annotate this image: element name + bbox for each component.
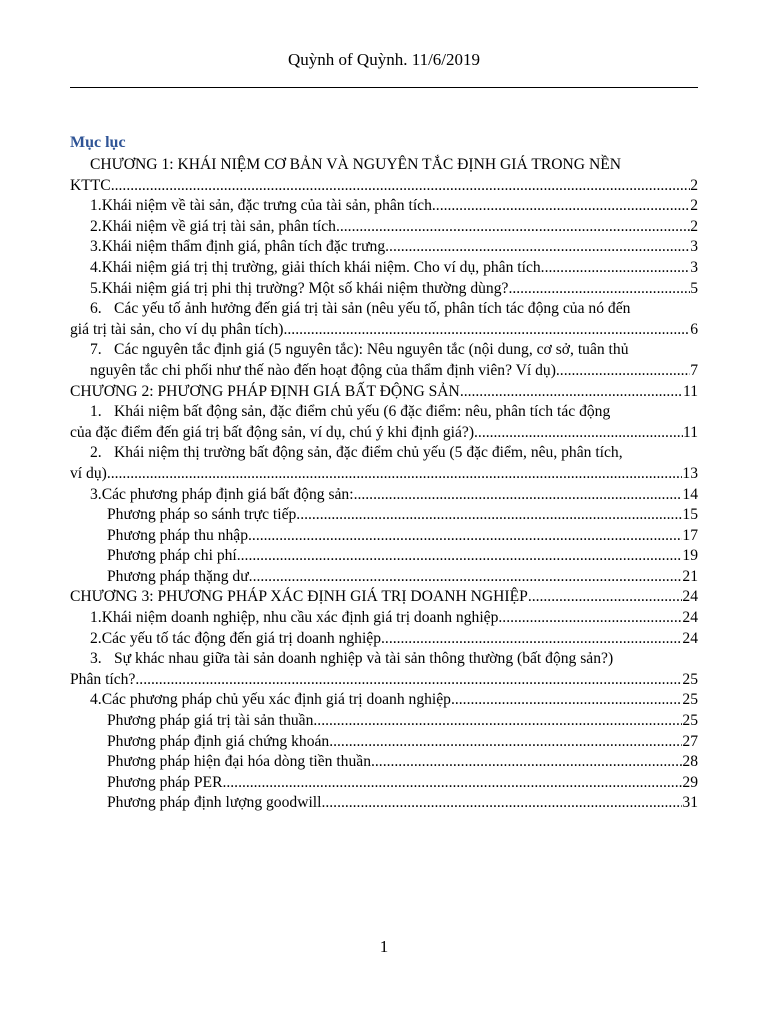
toc-entry-chapter-1[interactable] <box>70 155 698 196</box>
toc-entry[interactable] <box>70 629 698 650</box>
toc-entry-number: 2. <box>90 444 102 462</box>
toc-entry[interactable] <box>70 279 698 300</box>
toc-entry-number: 3. <box>90 485 102 503</box>
toc-entry-subsection[interactable] <box>70 711 698 732</box>
toc-page-number: 7 <box>690 361 698 379</box>
leader-dots <box>237 546 683 567</box>
toc-entry[interactable] <box>70 237 698 258</box>
toc-entry-text: Khái niệm về giá trị tài sản, phân tích <box>101 217 336 235</box>
toc-entry-text: CHƯƠNG 3: PHƯƠNG PHÁP XÁC ĐỊNH GIÁ TRỊ DOANH NGHIỆP <box>70 588 528 606</box>
toc-page-number: 15 <box>682 506 698 524</box>
toc-entry-subsection[interactable] <box>70 773 698 794</box>
toc-entry-number: 3. <box>90 238 102 256</box>
leader-dots <box>498 608 682 629</box>
toc-entry[interactable] <box>70 196 698 217</box>
toc-page-number: 14 <box>682 485 698 503</box>
toc-entry-number: 4. <box>90 258 102 276</box>
toc-entry-number: 1. <box>90 403 102 421</box>
toc-page-number: 27 <box>682 732 698 750</box>
toc-entry-text: Các nguyên tắc định giá (5 nguyên tắc): Nêu nguyên tắc (nội dung, cơ sở, tuân thủ <box>114 341 629 359</box>
toc-entry-text: ví dụ) <box>70 464 107 482</box>
leader-dots <box>528 587 683 608</box>
toc-entry-text: nguyên tắc chi phối như thế nào đến hoạt động của thẩm định viên? Ví dụ) <box>90 361 556 379</box>
toc-entry-subsection[interactable] <box>70 567 698 588</box>
toc-entry-subsection[interactable] <box>70 732 698 753</box>
toc-entry-text: của đặc điểm đến giá trị bất động sản, ví dụ, chú ý khi định giá?) <box>70 423 475 441</box>
toc-page-number: 24 <box>682 588 698 606</box>
toc-entry-text: KTTC <box>70 176 111 194</box>
toc-entry-subsection[interactable] <box>70 546 698 567</box>
toc-entry-text: Khái niệm doanh nghiệp, nhu cầu xác định giá trị doanh nghiệp <box>101 609 499 627</box>
toc-entry[interactable] <box>70 340 698 381</box>
toc-entry-text: Phương pháp hiện đại hóa dòng tiền thuần <box>107 753 371 771</box>
toc-entry-chapter-2[interactable] <box>70 382 698 403</box>
toc-entry-text: Phương pháp thu nhập <box>107 526 249 544</box>
toc-page-number: 3 <box>690 238 698 256</box>
toc-entry-text: Các yếu tố ảnh hưởng đến giá trị tài sản (nêu yếu tố, phân tích tác động của nó đến <box>114 300 631 318</box>
toc-entry-text: Khái niệm về tài sản, đặc trưng của tài sản, phân tích <box>101 197 432 215</box>
toc-entry[interactable] <box>70 608 698 629</box>
toc-entry-text: Khái niệm bất động sản, đặc điểm chủ yếu (6 đặc điểm: nêu, phân tích tác động <box>114 403 611 421</box>
page-header: Quỳnh of Quỳnh. 11/6/2019 <box>287 50 481 69</box>
toc-entry-text: Khái niệm giá trị phi thị trường? Một số khái niệm thường dùng? <box>101 279 509 297</box>
toc-page-number: 17 <box>682 526 698 544</box>
toc-page-number: 24 <box>682 609 698 627</box>
leader-dots <box>508 279 690 300</box>
toc-entry-text: Phương pháp giá trị tài sản thuần <box>107 712 314 730</box>
toc-page-number: 2 <box>690 176 698 194</box>
toc-page-number: 11 <box>682 382 698 400</box>
toc-entry-text: Phân tích? <box>70 670 136 688</box>
toc-entry-text: Khái niệm thẩm định giá, phân tích đặc trưng <box>101 238 386 256</box>
leader-dots <box>222 773 682 794</box>
toc-entry-text: Phương pháp thặng dư <box>107 567 249 585</box>
leader-dots <box>541 258 691 279</box>
header-divider <box>70 87 698 88</box>
toc-page-number: 2 <box>690 197 698 215</box>
toc-entry-subsection[interactable] <box>70 505 698 526</box>
toc-entry-chapter-3[interactable] <box>70 587 698 608</box>
toc-entry-number: 5. <box>90 279 102 297</box>
leader-dots <box>371 752 682 773</box>
toc-page-number: 25 <box>682 691 698 709</box>
toc-entry-subsection[interactable] <box>70 752 698 773</box>
page-number: 1 <box>379 937 389 956</box>
toc-entry-text: Các phương pháp chủ yếu xác định giá trị doanh nghiệp <box>101 691 451 709</box>
toc-entry-subsection[interactable] <box>70 526 698 547</box>
toc-page-number: 13 <box>682 464 698 482</box>
toc-page-number: 6 <box>690 320 698 338</box>
table-of-contents <box>70 155 698 814</box>
toc-page-number: 25 <box>682 670 698 688</box>
leader-dots <box>381 629 682 650</box>
toc-page-number: 5 <box>690 279 698 297</box>
toc-entry-text: Các phương pháp định giá bất động sản: <box>101 485 354 503</box>
toc-page-number: 19 <box>682 547 698 565</box>
toc-entry[interactable] <box>70 217 698 238</box>
leader-dots <box>111 176 690 197</box>
leader-dots <box>432 196 690 217</box>
toc-entry-text: Các yếu tố tác động đến giá trị doanh nghiệp <box>101 629 382 647</box>
toc-entry[interactable] <box>70 299 698 340</box>
leader-dots <box>460 382 683 403</box>
toc-entry-text: Phương pháp so sánh trực tiếp <box>107 506 297 524</box>
toc-entry-text: Phương pháp định lượng goodwill <box>107 794 322 812</box>
toc-entry-number: 1. <box>90 609 102 627</box>
toc-entry-text: Khái niệm thị trường bất động sản, đặc điểm chủ yếu (5 đặc điểm, nêu, phân tích, <box>114 444 623 462</box>
leader-dots <box>336 217 690 238</box>
toc-entry[interactable] <box>70 485 698 506</box>
toc-entry-text: Phương pháp PER <box>107 773 223 791</box>
leader-dots <box>284 320 691 341</box>
toc-page-number: 24 <box>682 629 698 647</box>
toc-page-number: 21 <box>682 567 698 585</box>
leader-dots <box>248 526 682 547</box>
leader-dots <box>451 690 682 711</box>
leader-dots <box>385 237 690 258</box>
toc-entry-number: 2. <box>90 629 102 647</box>
toc-page-number: 29 <box>682 773 698 791</box>
toc-entry-number: 7. <box>90 341 102 359</box>
leader-dots <box>107 464 683 485</box>
toc-entry-subsection[interactable] <box>70 793 698 814</box>
toc-entry[interactable] <box>70 690 698 711</box>
leader-dots <box>474 423 683 444</box>
leader-dots <box>354 485 683 506</box>
leader-dots <box>556 361 690 382</box>
toc-entry-text: Sự khác nhau giữa tài sản doanh nghiệp và tài sản thông thường (bất động sản?) <box>114 650 614 668</box>
toc-entry-text: CHƯƠNG 1: KHÁI NIỆM CƠ BẢN VÀ NGUYÊN TẮC ĐỊNH GIÁ TRONG NỀN <box>90 156 622 173</box>
toc-entry-number: 1. <box>90 197 102 215</box>
toc-page-number: 28 <box>682 753 698 771</box>
toc-entry-text: CHƯƠNG 2: PHƯƠNG PHÁP ĐỊNH GIÁ BẤT ĐỘNG SẢN <box>70 382 460 400</box>
toc-entry-number: 4. <box>90 691 102 709</box>
toc-entry[interactable] <box>70 402 698 443</box>
toc-page-number: 3 <box>690 258 698 276</box>
toc-entry-number: 2. <box>90 217 102 235</box>
toc-entry[interactable] <box>70 443 698 484</box>
toc-page-number: 11 <box>682 423 698 441</box>
toc-title: Mục lục <box>70 134 126 151</box>
leader-dots <box>135 670 682 691</box>
toc-entry[interactable] <box>70 258 698 279</box>
leader-dots <box>321 793 682 814</box>
leader-dots <box>296 505 682 526</box>
toc-entry-number: 6. <box>90 300 102 318</box>
leader-dots <box>249 567 683 588</box>
toc-entry-number: 3. <box>90 650 102 668</box>
toc-entry-text: giá trị tài sản, cho ví dụ phân tích) <box>70 320 284 338</box>
leader-dots <box>313 711 682 732</box>
toc-page-number: 31 <box>682 794 698 812</box>
toc-entry-text: Phương pháp định giá chứng khoán <box>107 732 330 750</box>
toc-page-number: 2 <box>690 217 698 235</box>
toc-entry-text: Khái niệm giá trị thị trường, giải thích khái niệm. Cho ví dụ, phân tích <box>101 258 541 276</box>
toc-page-number: 25 <box>682 712 698 730</box>
toc-entry[interactable] <box>70 649 698 690</box>
toc-entry-text: Phương pháp chi phí <box>107 547 237 565</box>
leader-dots <box>329 732 682 753</box>
